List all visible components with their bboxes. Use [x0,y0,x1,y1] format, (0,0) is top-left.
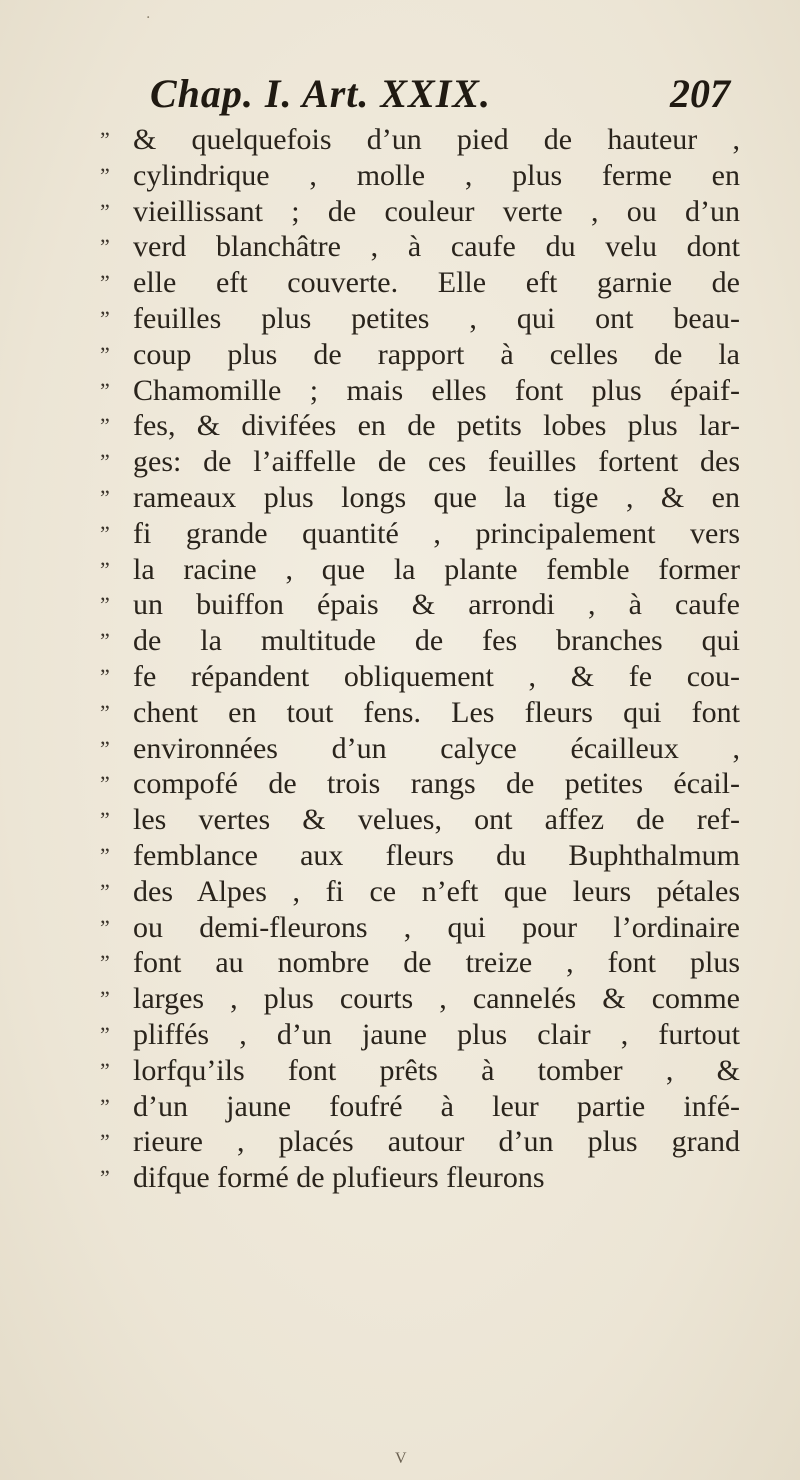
line-text: feuilles plus petites , qui ont beau- [133,301,740,335]
quote-mark: ” [100,377,110,403]
text-line [100,301,740,337]
running-title: Chap. I. Art. XXIX. [150,71,491,116]
quote-mark: ” [100,234,110,260]
text-line [100,838,740,874]
line-text: fes, & divifées en de petits lobes plus lar- [133,409,740,443]
quote-mark: ” [100,950,110,976]
text-line [100,910,740,946]
text-line [100,337,740,373]
text-line [100,587,740,623]
text-line [100,1089,740,1125]
line-text: environnées d’un calyce écailleux , [133,731,740,765]
text-line [100,1124,740,1160]
quote-mark: ” [100,1021,110,1047]
quote-mark: ” [100,1093,110,1119]
line-text: difque formé de plufieurs fleurons [133,1161,545,1195]
line-text: la racine , que la plante femble former [133,552,740,586]
line-text: elle eft couverte. Elle eft garnie de [133,266,740,300]
text-line [100,194,740,230]
line-text: compofé de trois rangs de petites écail- [133,767,740,801]
text-line [100,158,740,194]
quote-mark: ” [100,628,110,654]
quote-mark: ” [100,878,110,904]
page-number: 207 [670,71,730,116]
line-text: chent en tout fens. Les fleurs qui font [133,695,740,729]
line-text: coup plus de rapport à celles de la [133,337,740,371]
text-line [100,802,740,838]
quote-mark: ” [100,699,110,725]
line-text: femblance aux fleurs du Buphthalmum [133,838,740,872]
line-text: rieure , placés autour d’un plus grand [133,1125,740,1159]
text-line [100,766,740,802]
quote-mark: ” [100,341,110,367]
text-line [100,122,740,158]
text-line [100,444,740,480]
text-line [100,731,740,767]
line-text: lorfqu’ils font prêts à tomber , & [133,1053,740,1087]
line-text: de la multitude de fes branches qui [133,624,740,658]
margin-mark: · [146,10,151,26]
quote-mark: ” [100,198,110,224]
quote-mark: ” [100,305,110,331]
line-text: verd blanchâtre , à caufe du velu dont [133,230,740,264]
text-line [100,1017,740,1053]
text-line [100,1053,740,1089]
line-text: larges , plus courts , cannelés & comme [133,982,740,1016]
line-text: fi grande quantité , principalement vers [133,516,740,550]
quote-mark: ” [100,735,110,761]
line-text: Chamomille ; mais elles font plus épaif- [133,373,740,407]
text-line [100,659,740,695]
quote-mark: ” [100,413,110,439]
text-line [100,373,740,409]
text-line [100,480,740,516]
text-line [100,874,740,910]
text-line [100,229,740,265]
quote-mark: ” [100,127,110,152]
line-text: les vertes & velues, ont affez de ref- [133,803,740,837]
quote-mark: ” [100,484,110,510]
quote-mark: ” [100,1057,110,1083]
line-text: fe répandent obliquement , & fe cou- [133,659,740,693]
quote-mark: ” [100,914,110,940]
text-line [100,945,740,981]
line-text: d’un jaune foufré à leur partie infé- [133,1089,740,1123]
quote-mark: ” [100,663,110,689]
line-text: cylindrique , molle , plus ferme en [133,158,740,192]
quote-mark: ” [100,842,110,868]
text-body [100,122,740,1196]
text-line [100,981,740,1017]
text-line [100,695,740,731]
line-text: ou demi-fleurons , qui pour l’ordinaire [133,910,740,944]
quote-mark: ” [100,807,110,833]
line-text: un buiffon épais & arrondi , à caufe [133,588,740,622]
quote-mark: ” [100,1129,110,1155]
quote-mark: ” [100,1165,110,1191]
quote-mark: ” [100,162,110,188]
line-text: vieillissant ; de couleur verte , ou d’un [133,194,740,228]
text-line [100,1160,740,1196]
line-text: font au nombre de treize , font plus [133,946,740,980]
line-text: & quelquefois d’un pied de hauteur , [133,123,740,156]
quote-mark: ” [100,449,110,475]
line-text: des Alpes , fi ce n’eft que leurs pétales [133,874,740,908]
quote-mark: ” [100,592,110,618]
quote-mark: ” [100,556,110,582]
text-line [100,408,740,444]
quote-mark: ” [100,771,110,797]
text-line [100,623,740,659]
running-header [150,70,730,120]
line-text: pliffés , d’un jaune plus clair , furtout [133,1017,740,1051]
text-line [100,516,740,552]
text-line [100,552,740,588]
quote-mark: ” [100,986,110,1012]
quote-mark: ” [100,520,110,546]
line-text: rameaux plus longs que la tige , & en [133,480,740,514]
quote-mark: ” [100,270,110,296]
signature-mark: V [395,1450,407,1467]
line-text: ges: de l’aiffelle de ces feuilles fortent des [133,445,740,479]
text-line [100,265,740,301]
